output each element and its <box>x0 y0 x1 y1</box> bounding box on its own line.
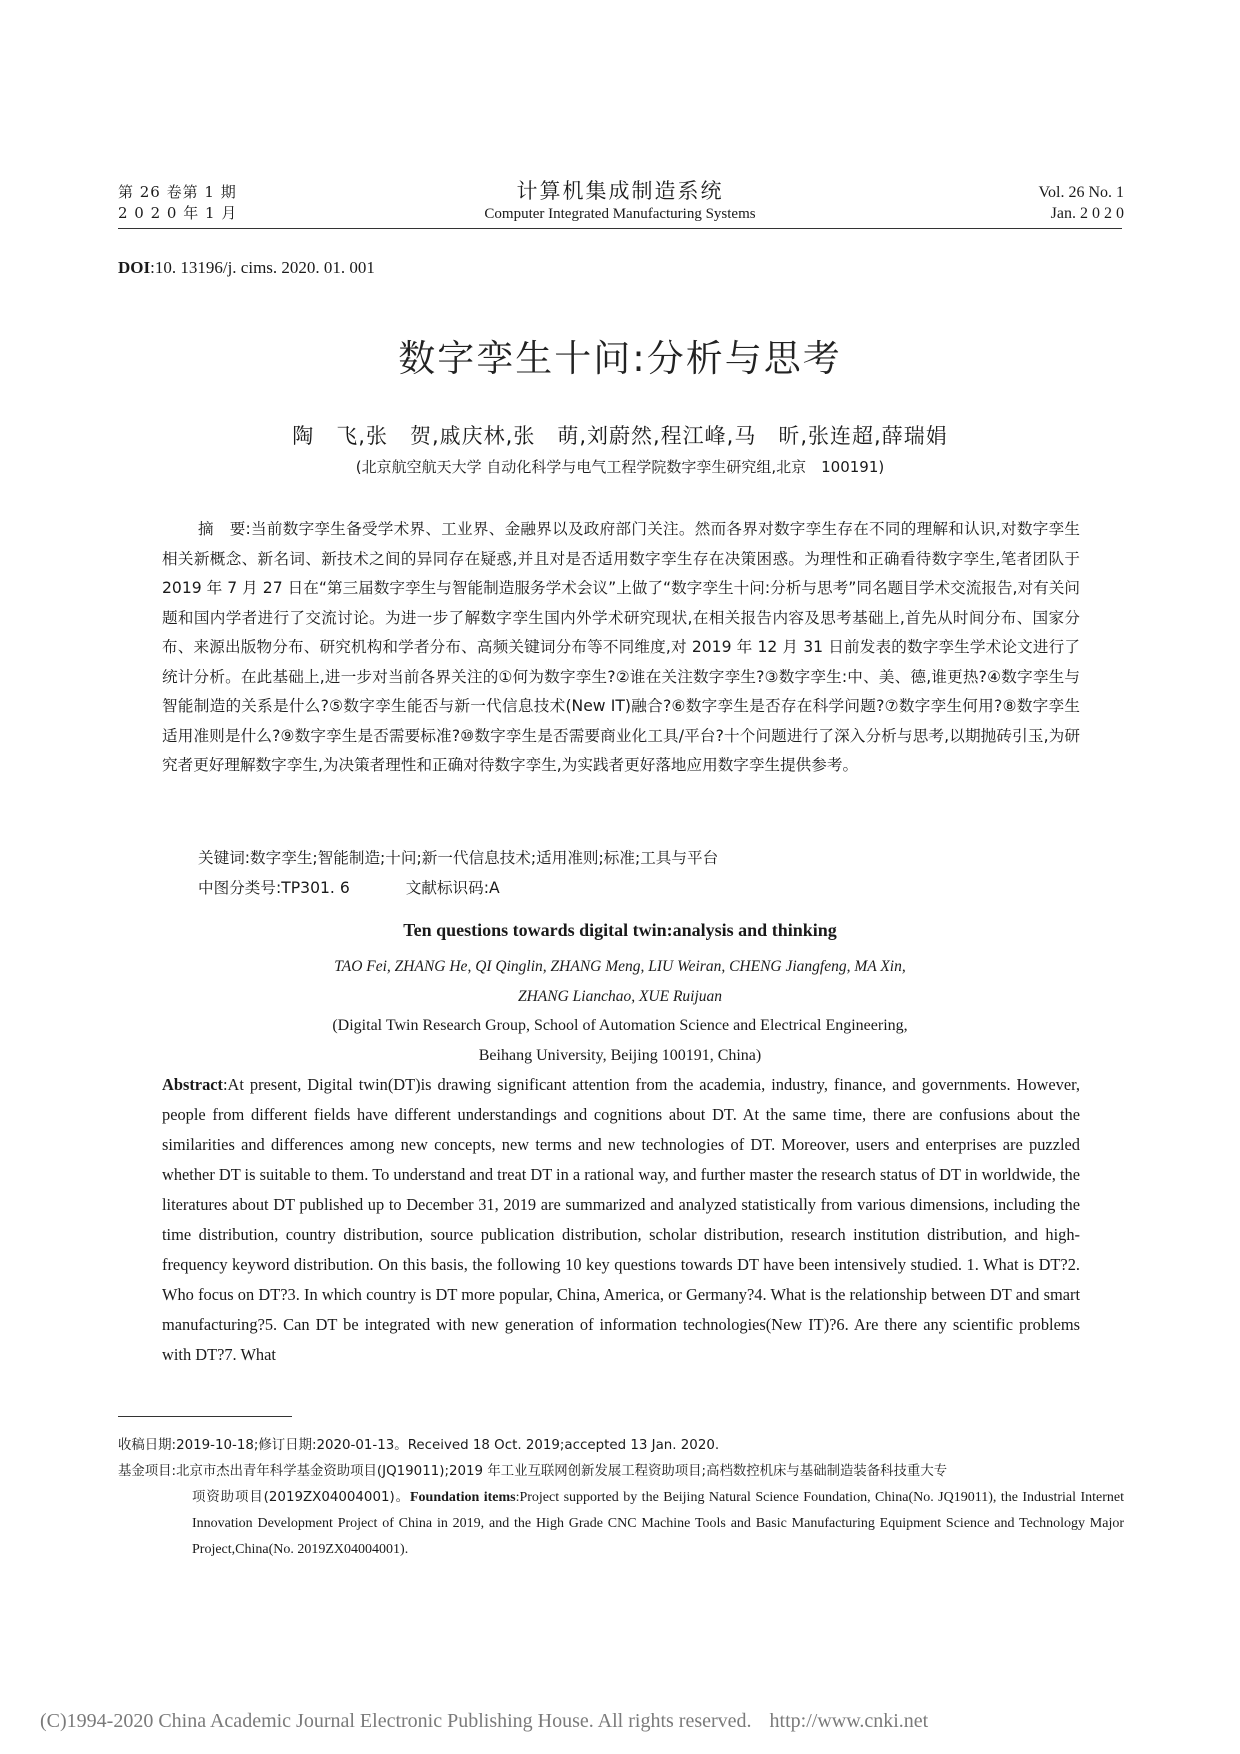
doi-label: DOI <box>118 258 151 277</box>
doi-value: :10. 13196/j. cims. 2020. 01. 001 <box>150 258 375 277</box>
paper-title-en: Ten questions towards digital twin:analysis and thinking <box>403 920 837 940</box>
authors-cn: 陶 飞,张 贺,戚庆林,张 萌,刘蔚然,程江峰,马 昕,张连超,薛瑞娟 <box>292 424 948 448</box>
footnote-funding <box>118 1459 1124 1563</box>
copyright-notice <box>40 1710 928 1733</box>
abstract-en <box>162 1070 1080 1370</box>
journal-name-cn: 计算机集成制造系统 <box>516 179 724 203</box>
abstract-en-label: Abstract <box>162 1075 223 1094</box>
journal-name-en: Computer Integrated Manufacturing Systems <box>484 206 756 222</box>
abstract-en-text: :At present, Digital twin(DT)is drawing significant attention from the academia, industry, finance, and governments. However, people from different fields have different understandings and cognitions about DT. At the same time, there are confusions about the similarities and differences among new concepts, new terms and new technologies of DT. Moreover, users and enterprises are puzzled whether DT is suitable to them. To understand and treat DT in a rational way, and further master the research status of DT in worldwide, the literatures about DT published up to December 31, 2019 are summarized and analyzed statistically from various dimensions, including the time distribution, country distribution, source publication distribution, scholar distribution, research institution distribution, and high-frequency keyword distribution. On this basis, the following 10 key questions towards DT have been intensively studied. 1. What is DT?2. Who focus on DT?3. In which country is DT more popular, China, America, or Germany?4. What is the relationship between DT and smart manufacturing?5. Can DT be integrated with new generation of information technologies(New IT)?6. Are there any scientific problems with DT?7. What <box>162 1075 1080 1364</box>
document-code: 文献标识码:A <box>405 879 500 897</box>
funding-continued <box>118 1485 1124 1563</box>
authors-en <box>0 952 1240 1012</box>
footnote-received: 收稿日期:2019-10-18;修订日期:2020-01-13。Received 18 Oct. 2019;accepted 13 Jan. 2020. <box>118 1438 720 1453</box>
header-divider <box>118 228 1122 229</box>
volume-cn: 第 26 卷第 1 期 <box>118 183 237 201</box>
abstract-cn: 摘 要:当前数字孪生备受学术界、工业界、金融界以及政府部门关注。然而各界对数字孪生存在不同的理解和认识,对数字孪生相关新概念、新名词、新技术之间的异同存在疑惑,并且对是否适用数字孪生存在决策困惑。为理性和正确看待数字孪生,笔者团队于 2019 年 7 月 27 日在“第三届数字孪生与智能制造服务学术会议”上做了“数字孪生十问:分析与思考”同名题目学术交流报告,对有关问题和国内学者进行了交流讨论。为进一步了解数字孪生国内外学术研究现状,在相关报告内容及思考基础上,首先从时间分布、国家分布、来源出版物分布、研究机构和学者分布、高频关键词分布等不同维度,对 2019 年 12 月 31 日前发表的数字孪生学术论文进行了统计分析。在此基础上,进一步对当前各界关注的①何为数字孪生?②谁在关注数字孪生?③数字孪生:中、美、德,谁更热?④数字孪生与智能制造的关系是什么?⑤数字孪生能否与新一代信息技术(New IT)融合?⑥数字孪生是否存在科学问题?⑦数字孪生何用?⑧数字孪生适用准则是什么?⑨数字孪生是否需要标准?⑩数字孪生是否需要商业化工具/平台?十个问题进行了深入分析与思考,以期抛砖引玉,为研究者更好理解数字孪生,为决策者理性和正确对待数字孪生,为实践者更好落地应用数字孪生提供参考。 <box>162 520 1080 774</box>
date-en: Jan. 2 0 2 0 <box>1050 205 1124 222</box>
copyright-text: (C)1994-2020 China Academic Journal Electronic Publishing House. All rights reserved. <box>40 1710 752 1732</box>
paper-title-cn: 数字孪生十问:分析与思考 <box>398 337 842 380</box>
affiliation-en-line1: (Digital Twin Research Group, School of Automation Science and Electrical Engineering, <box>332 1017 908 1034</box>
affiliation-en-line2: Beihang University, Beijing 100191, China) <box>478 1047 762 1064</box>
affiliation-en <box>0 1011 1240 1071</box>
cnki-link[interactable]: http://www.cnki.net <box>769 1710 929 1732</box>
authors-en-line2: ZHANG Lianchao, XUE Ruijuan <box>517 988 723 1005</box>
funding-cn: 基金项目:北京市杰出青年科学基金资助项目(JQ19011);2019 年工业互联网创新发展工程资助项目;高档数控机床与基础制造装备科技重大专 <box>118 1464 948 1479</box>
volume-en: Vol. 26 No. 1 <box>1038 184 1124 201</box>
funding-en-label: Foundation items <box>410 1490 516 1505</box>
doi <box>118 258 375 278</box>
date-cn: 2 0 2 0 年 1 月 <box>118 204 238 222</box>
header-volume-en <box>1039 182 1125 224</box>
footnote-divider <box>118 1416 292 1417</box>
funding-en-text: :Project supported by the Beijing Natural Science Foundation, China(No. JQ19011), the Industrial Internet Innovation Development Project of China in 2019, and the High Grade CNC Machine Tools and Basic Manufacturing Equipment Science and Technology Major Project,China(No. 2019ZX04004001). <box>192 1490 1125 1557</box>
clc-number: 中图分类号:TP301. 6 <box>198 879 350 897</box>
classification <box>198 876 556 898</box>
affiliation-cn: (北京航空航天大学 自动化科学与电气工程学院数字孪生研究组,北京 100191) <box>355 458 885 476</box>
funding-cn-cont: 项资助项目(2019ZX04004001)。 <box>192 1490 410 1505</box>
authors-en-line1: TAO Fei, ZHANG He, QI Qinglin, ZHANG Meng, LIU Weiran, CHENG Jiangfeng, MA Xin, <box>334 958 906 975</box>
keywords-cn: 关键词:数字孪生;智能制造;十问;新一代信息技术;适用准则;标准;工具与平台 <box>198 849 719 867</box>
